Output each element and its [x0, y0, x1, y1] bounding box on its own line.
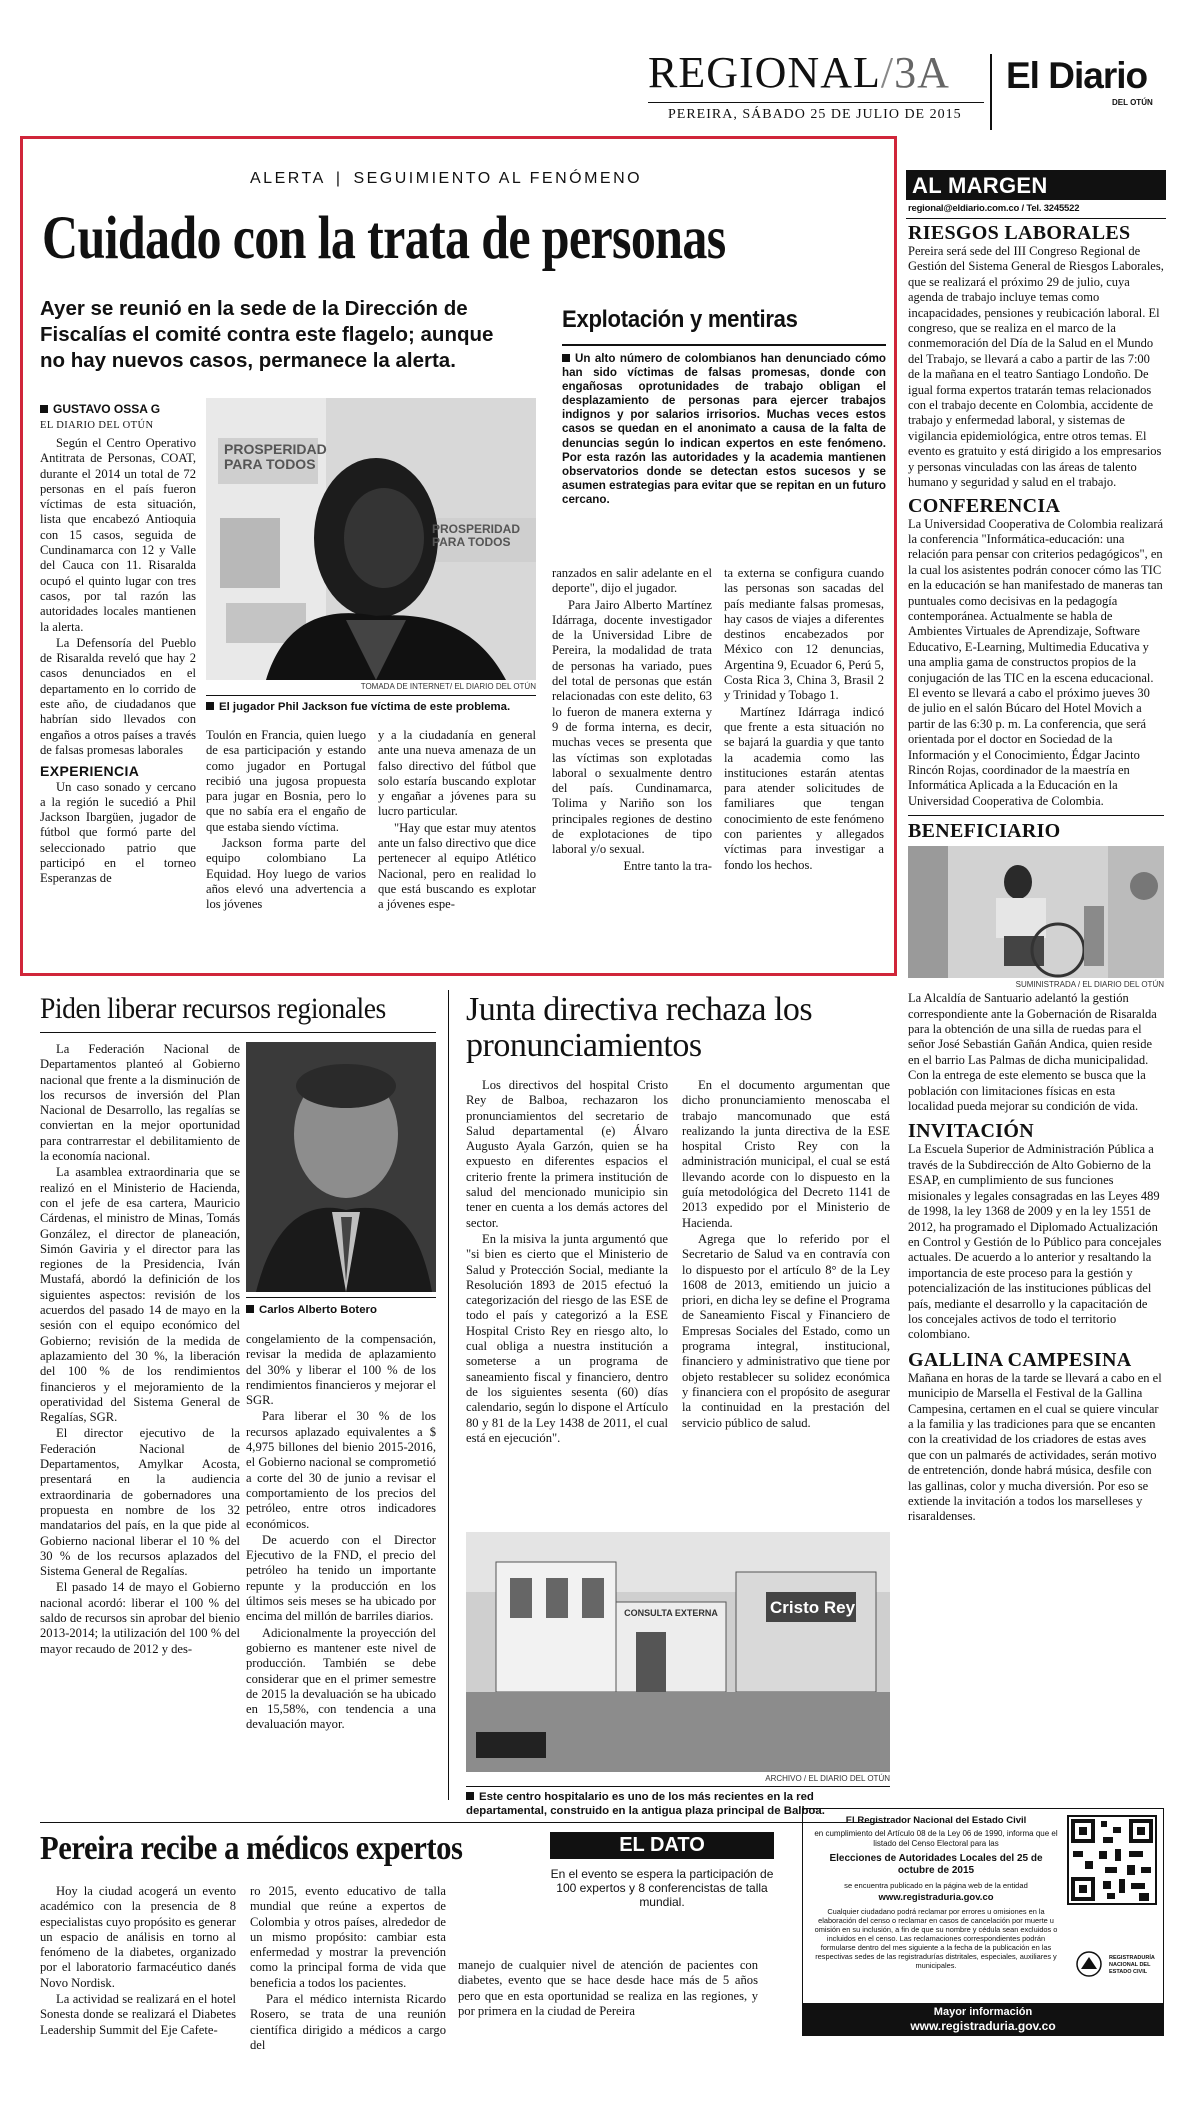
byline: GUSTAVO OSSA G [40, 402, 160, 416]
margin-text-invitacion: La Escuela Superior de Administración Pública a través de la Subdirección de Alto Gobierno de la ESAP, en cumplimiento de sus funciones misionales y legales consagradas en las Leyes 489 de 1998, la ley 1368 de 2009 y en la ley 1551 de 2012, ha programado el Diplomado Actualización en Control y Gestión de lo Público para concejales actuales. De acuerdo a lo anterior y resaltando la importancia de este proceso para la gestión y potencialización de las instituciones públicas del país, mediante el desarrollo y la capacitación de los concejales activos de todo el territorio colombiano. [908, 1142, 1162, 1342]
caption-rule [206, 695, 536, 696]
photo-banner-text: PROSPERIDAD PARA TODOS [224, 441, 327, 472]
margin-title-riesgos: RIESGOS LABORALES [908, 222, 1131, 244]
ad-footer-url[interactable]: www.registraduria.gov.co [910, 2019, 1056, 2033]
portrait-illustration-2 [246, 1042, 436, 1292]
qr-code-icon [1069, 1817, 1155, 1903]
margin-column [908, 222, 1164, 1525]
wheelchair-illustration [908, 846, 1164, 978]
subhead-experiencia: EXPERIENCIA [40, 763, 140, 780]
kicker: ALERTA | SEGUIMIENTO AL FENÓMENO [250, 170, 643, 187]
margin-divider [908, 815, 1164, 816]
ad-line3: Elecciones de Autoridades Locales del 25 de octubre de 2015 [829, 1853, 1043, 1876]
consulta-sign: CONSULTA EXTERNA [624, 1608, 718, 1618]
margin-header-title: AL MARGEN [912, 173, 1048, 198]
hospital-credit: ARCHIVO / EL DIARIO DEL OTÚN [765, 1774, 890, 1783]
masthead-rule [648, 102, 984, 103]
bullet-square-icon [246, 1305, 254, 1313]
hospital-caption-rule [466, 1786, 890, 1787]
regionales-rule [40, 1032, 436, 1033]
medicos-headline: Pereira recibe a médicos expertos [40, 1830, 463, 1867]
phil-jackson-photo [206, 398, 536, 680]
margin-contact-rule [906, 218, 1166, 219]
margin-title-conferencia: CONFERENCIA [908, 494, 1061, 517]
lead-col2: Toulón en Francia, quien luego de esa participación y estando como jugador en Portugal recibió una jugosa propuesta para jugar en Bosnia, pero lo que no sabía era el engaño de que estaba siendo víctima. Jackson forma parte del equipo colombiano La Equidad. Hoy luego de varios años elevó una advertencia a los jóvenes [206, 728, 366, 912]
margin-title-gallina: GALLINA CAMPESINA [908, 1348, 1132, 1371]
lead-col3: y a la ciudadanía en general ante una nueva amenaza de un falso directivo del fútbol que solo estaría buscando explotar y engañar a jóvenes para su lucro particular. "Hay que estar muy atentos ante un falso directivo que dice pertenecer al equipo Atlético Nacional, pero en realidad lo que está buscando es explotar a jóvenes espe- [378, 728, 536, 912]
regionales-headline: Piden liberar recursos regionales [40, 992, 386, 1025]
photo-banner-text-2: PROSPERIDAD PARA TODOS [432, 522, 521, 549]
photo-credit: TOMADA DE INTERNET/ EL DIARIO DEL OTÚN [360, 682, 536, 691]
lead-deck: Ayer se reunió en la sede de la Dirección de Fiscalías el comité contra este flagelo; aunque no hay nuevos casos, permanece la alerta. [40, 297, 494, 372]
dateline: PEREIRA, SÁBADO 25 DE JULIO DE 2015 [668, 107, 962, 122]
margin-title-beneficiario: BENEFICIARIO [908, 820, 1061, 843]
junta-headline: Junta directiva rechaza los pronunciamientos [466, 991, 813, 1064]
junta-col1: Los directivos del hospital Cristo Rey de Balboa, rechazaron los pronunciamientos del secretario de Salud departamental (e) Álvaro Augusto Ayala Garzón, quien se ha expuesto en diferentes espacios el criterio frente la primera institución de salud del mencionado municipio sin tener en cuenta a los demás actores del sector. En la misiva la junta argumentó que "si bien es cierto que el Ministerio de Salud y Protección Social, mediante la Resolución 1893 de 2015 efectuó la categorización del riesgo de las ESE de todo el país y categorizó a la ESE Hospital Cristo Rey en riesgo alto, lo cual obliga a nuestra institución a someterse a un programa de saneamiento fiscal y financiero, dentro de los siguientes sesenta (60) días calendario, según lo dispone el Artículo 80 y 81 de la Ley 1438 de 2011, el cual está en ejecución". [466, 1078, 668, 1445]
margin-text-beneficiario: La Alcaldía de Santuario adelantó la gestión correspondiente ante la Gobernación de Risaralda para la obtención de una silla de ruedas para el señor José Sebastián Gañán Andica, quien reside en el barrio Las Palmas de dicha municipalidad. Con la entrega de este elemento se busca que la población con limitaciones físicas en esta localidad pueda mejorar su condición de vida. [908, 991, 1157, 1114]
margin-text-gallina: Mañana en horas de la tarde se llevará a cabo en el municipio de Marsella el Festival de la Gallina Campesina, certamen en el cual se quiere vincular a la familia y las tradiciones para que se encanten con la creatividad de los criadores de estas aves que con un palmarés de actividades, serán motivo de entretención, donde habrá música, desfile con las gallinas, color y mucha diversión. Por eso se extiende la invitación a todos los marselleses y risaraldenses. [908, 1370, 1162, 1524]
beneficiario-credit: SUMINISTRADA / EL DIARIO DEL OTÚN [1015, 980, 1164, 990]
carlos-botero-photo [246, 1042, 436, 1292]
medicos-col1: Hoy la ciudad acogerá un evento académico con la presencia de 8 especialistas cuyo propósito es generar un espacio de análisis en torno al fenómeno de la diabetes, organizado por el laboratorio farmacéutico danés Novo Nordisk. La actividad se realizará en el hotel Sonesta donde se realizará el Diabetes Leadership Summit del Eje Cafete- [40, 1884, 236, 2037]
column-divider [448, 990, 449, 1800]
margin-header [906, 170, 1166, 200]
section-title: REGIONAL/3A [648, 48, 950, 97]
margin-contact: regional@eldiario.com.co / Tel. 3245522 [908, 203, 1080, 214]
regionales-col1: La Federación Nacional de Departamentos planteó al Gobierno nacional que frente a la disminución de los recursos de inversión del Plan Nacional de Desarrollo, las regalías se conviertan en la mejor oportunidad para contrarrestar el debilitamiento de la economía nacional. La asamblea extraordinaria que se realizó en el Ministerio de Hacienda, con el jefe de esa cartera, Mauricio Cárdenas, el ministro de Minas, Tomás González, el director de planeación, Simón Gaviria y el director para las regiones de la Presidencia, Iván Mustafá, abordó la definición de los siguientes aspectos: revisión de los acuerdos del pasado 14 de mayo en la sesión con el equipo económico del Gobierno; revisión de la medida de aplazamiento del 30 %, la liberación del 100 % de los rendimientos financieros y el mejoramiento de la operatividad del Sistema General de Regalías, SGR. El director ejecutivo de la Federación Nacional de Departamentos, Amylkar Acosta, presentará en la audiencia extraordinaria de gobernadores una propuesta en nombre de los 32 mandatarios del país, en la que pide al Gobierno nacional liberar el 10 % del 30 % de los recursos aplazados del Sistema General de Regalías. El pasado 14 de mayo el Gobierno nacional acordó: liberar el 100 % del saldo de recursos sin aprobar del bienio 2013-2014; la utilización del 100 % del mayor recaudo de 2012 y des- [40, 1042, 240, 1656]
newspaper-logo: El Diario [1006, 55, 1148, 96]
ad-body: Cualquier ciudadano podrá reclamar por errores u omisiones en la elaboración del censo o reclamar en casos de cancelación por muerte u omisión en su inclusión, a fin de que su nombre y cédula sean excluidos o incluidos en el censo. Las reclamaciones correspondientes podrán formularse dentro del mes siguiente a la fecha de la publicación en las respectivas sedes de las registradurías distritales, especiales, auxiliares y municipales. [814, 1907, 1058, 1970]
side-box-title: Explotación y mentiras [562, 306, 798, 333]
seal-text: REGISTRADURÍA NACIONAL DEL ESTADO CIVIL [1109, 1955, 1155, 1975]
el-dato-box [550, 1832, 774, 1932]
lead-col1: Según el Centro Operativo Antitrata de Personas, COAT, durante el 2014 un total de 72 personas en el país fueron víctimas de esta situación, lista que encabezó Antioquia con 15 casos, seguida de Cundinamarca con 12 y Valle del Cauca con 11. Risaralda ocupó el quinto lugar con tres casos, por tal razón las autoridades locales mantienen la alerta. La Defensoría del Pueblo de Risaralda reveló que hay 2 casos denunciados en el departamento en lo corrido de este año, de ciudadanos que habrían sido llevados con engaños a otros países a través de falsas promesas laborales EXPERIENCIA Un caso sonado y cercano a la región le sucedió a Phil Jackson Ibargüen, jugador de fútbol que formó parte del seleccionado patrio que participó en el torneo Esperanzas de [40, 436, 196, 886]
registraduria-ad [802, 1808, 1164, 2036]
hospital-photo [466, 1532, 890, 1772]
botero-caption-rule [246, 1297, 436, 1298]
side-box-rule [562, 344, 886, 346]
junta-col2: En el documento argumentan que dicho pronunciamiento menoscaba el trabajo mancomunado que está realizando la junta directiva de la ESE hospital Cristo Rey con la administración municipal, el cual se está llevando acorde con lo dispuesto en la guía metodológica del Decreto 1141 de 2013 expedido por el Ministerio de Hacienda. Agrega que lo referido por el Secretario de Salud va en contravía con lo dispuesto por el artículo 8° de la Ley 1608 de 2013, emitiendo un juicio a priori, en dicha ley se define el Programa de Saneamiento Fiscal y Financiero de Empresas Sociales del Estado, como un programa integral, institucional, financiero y administrativo que tiene por objeto restablecer su solidez económica y financiera con el propósito de asegurar la continuidad en la prestación del servicio público de salud. [682, 1078, 890, 1430]
ad-line1: El Registrador Nacional del Estado Civil [845, 1815, 1027, 1826]
ad-footer-line1: Mayor información [933, 2006, 1033, 2018]
ad-line2: en cumplimiento del Artículo 08 de la Ley 06 de 1990, informa que el listado del Censo Electoral para las [814, 1829, 1058, 1848]
el-dato-text: En el evento se espera la participación de 100 expertos y 8 conferencistas de talla mundial. [550, 1867, 774, 1909]
margin-text-conferencia: La Universidad Cooperativa de Colombia realizará la conferencia "Informática-educación: una relación para pensar con criterios pedagógicos", en la cual los asistentes podrán conocer cómo las TIC en la educación se han manifestado de maneras tan puntuales como decisivas en la pedagogía contemporánea. Actualmente se habla de Ambientes Virtuales de Aprendizaje, Software Educativo, E-Learning, Multimedia Educativa y una amplia gama de constructos propios de la conjugación de las TIC en la escena educacional. El evento se llevará a cabo el próximo jueves 30 de julio en el salón Búcaro del Hotel Movich a partir de las 6:30 p. m. La conferencia, que será orientada por el doctor en Sociedad de la Información y el Conocimiento, Édgar Jacinto Rincón Rojas, coordinador de la maestría en Informática Aplicada a la Educación en la Universidad Cooperativa de Colombia. [908, 516, 1164, 808]
ad-footer [803, 2003, 1163, 2035]
ad-url[interactable]: www.registraduria.gov.co [878, 1892, 994, 1903]
regionales-col2: congelamiento de la compensación, revisar la medida de aplazamiento del 30% y liberar el 100 % de los rendimientos financieros y mejorar el SGR. Para liberar el 30 % de los recursos aplazado equivalentes a $ 4,975 billones del bienio 2015-2016, el Gobierno nacional se comprometió a corte del 30 de junio a revisar el comportamiento de los precios del petróleo, entre otros indicadores económicos. De acuerdo con el Director Ejecutivo de la FND, el precio del petróleo ha tenido un importante repunte y la producción en los últimos seis meses se ha ubicado por encima del millón de barriles diarios. Adicionalmente la proyección del gobierno es mantener este nivel de producción. También se debe considerar que en el primer semestre de 2015 la devaluación se ha ubicado en 15,58%, con tendencia a una devaluación mayor. [246, 1332, 436, 1732]
margin-title-invitacion: INVITACIÓN [908, 1120, 1034, 1143]
newspaper-logo-sub: DEL OTÚN [1112, 98, 1153, 107]
side-box-text: Un alto número de colombianos han denunciado cómo han sido víctimas de falsas promesas, donde con engañosas oprotunidades de trabajo obligan el desplazamiento de personas para ejercer trabajos indignos y por salarios irrisorios. Muchas veces estos casos se quedan en el anonimato a causa de la falta de denuncias según lo indican expertos en este fenómeno. Por esta razón las autoridades y la academia mantienen observatorios donde se detectan estos sucesos y se asumen estrategias para evitar que se repitan en un futuro cercano. [562, 352, 886, 506]
masthead-divider [990, 54, 992, 130]
hospital-sign: Cristo Rey [770, 1598, 856, 1617]
el-dato-title: EL DATO [550, 1832, 774, 1859]
byline-org: EL DIARIO DEL OTÚN [40, 420, 154, 431]
bullet-square-icon [206, 702, 214, 710]
registraduria-seal-icon [1069, 1949, 1109, 1979]
lead-headline: Cuidado con la trata de personas [42, 205, 726, 272]
hospital-caption: Este centro hospitalario es uno de los más recientes en la red departamental, construido en la antigua plaza principal de Balboa. [466, 1791, 825, 1817]
bottom-section-rule [40, 1822, 890, 1823]
lead-col4: ranzados en salir adelante en el deporte", dijo el jugador. Para Jairo Alberto Martínez Idárraga, docente investigador de la Universidad Libre de Pereira, la modalidad de trata de personas ha variado, pues del total de personas que están relacionadas con este delito, 63 lo fueron de manera externa y 9 de forma interna, es decir, muchas veces se presenta que las víctimas son explotadas laboral o sexualmente dentro del país. Cundinamarca, Tolima y Nariño son los principales regiones de destino de explotaciones de tipo laboral y/o sexual. Entre tanto la tra- [552, 566, 712, 873]
bullet-square-icon [40, 405, 48, 413]
bullet-square-icon [562, 354, 570, 362]
hospital-illustration [466, 1532, 890, 1772]
medicos-col3: manejo de cualquier nivel de atención de pacientes con diabetes, evento que se hace desde hace más de 5 años pero que en esta oportunidad se realiza en las regiones, y por primera en la ciudad de Pereira [458, 1958, 758, 2018]
wheelchair-photo [908, 846, 1164, 978]
masthead [0, 0, 1184, 138]
medicos-col2: ro 2015, evento educativo de talla mundial que reúne a expertos de Colombia y otros países, alrededor de un mismo propósito: cambiar esta enfermedad y mostrar la prevención como la principal forma de vida que beneficia a todos los pacientes. Para el médico internista Ricardo Rosero, se trata de una reunión científica dirigido a médicos a cargo del [250, 1884, 446, 2052]
margin-text-riesgos: Pereira será sede del III Congreso Regional de Gestión del Sistema General de Riesgos Laborales, que se realizará el próximo 29 de julio, cuya agenda de trabajo incluye temas como incapacidades, pensiones y reubicación laboral. El congreso, que se realiza en el marco de la conmemoración del Día de la Salud en el Mundo del Trabajo, se llevará a cabo a partir de las 7:00 de la mañana en el teatro Santiago Londoño. De igual forma expertos tratarán temas relacionados con el trabajo decente en Colombia, accidente de trabajo y enfermedad laboral, y sistemas de vigilancia epidemiológica, entre otros temas. El evento es gratuito y está dirigido a los empresarios y personas vinculadas con las áreas de talento humano y seguridad y salud en el trabajo. [908, 244, 1164, 490]
lead-col5: ta externa se configura cuando las personas son sacadas del país mediante falsas promesas, hay casos de viajes a diferentes destinos encabezados por México con 12 denuncias, Argentina 9, Ecuador 6, Perú 5, Costa Rica 3, China 3, Brasil 2 y Trinidad y Tobago 1. Martínez Idárraga indicó que frente a esta situación no se bajará la guardia y que tanto la academia como las instituciones estarán atentas para atender solicitudes de familiares que tengan conocimiento de este fenómeno con parientes y allegados víctimas para investigar a fondo los hechos. [724, 566, 884, 872]
bullet-square-icon [466, 1792, 474, 1800]
ad-line4: se encuentra publicado en la página web de la entidad [844, 1881, 1028, 1890]
botero-caption: Carlos Alberto Botero [246, 1303, 436, 1317]
photo-caption: El jugador Phil Jackson fue víctima de este problema. [206, 700, 536, 714]
